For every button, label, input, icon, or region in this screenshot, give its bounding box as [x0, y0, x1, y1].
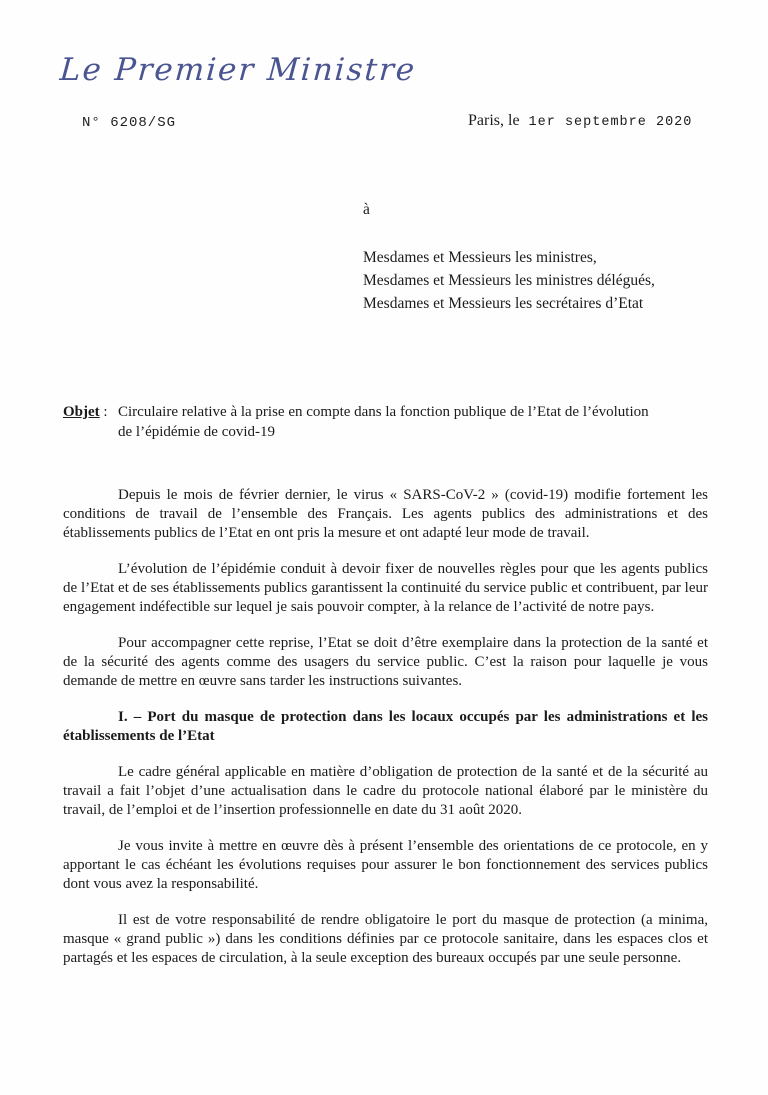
paragraph-intro-2: L’évolution de l’épidémie conduit à devoir fixer de nouvelles règles pour que les agents publics de l’Etat et de ses établissements publics garantissent la continuité du service public et contribuent, par leur engagement indéfectible sur lequel je sais pouvoir compter, à la relance de l’activité de notre pays.: [63, 561, 708, 615]
subject-text: [118, 402, 708, 442]
letterhead-script: Le Premier Ministre: [58, 52, 418, 88]
place-label: Paris, le: [468, 112, 520, 129]
subject-text-line2: de l’épidémie de covid-19: [118, 424, 276, 440]
paragraph-section1-1: Le cadre général applicable en matière d’obligation de protection de la santé et de la sécurité au travail a fait l’objet d’une actualisation dans le cadre du protocole national élaboré par le ministère du travail, de l’emploi et de l’insertion professionnelle en date du 31 août 2020.: [63, 764, 708, 818]
reference-number: N° 6208/SG: [82, 115, 177, 131]
subject-line: [63, 402, 708, 442]
recipient-block: [363, 198, 655, 315]
subject-label-cell: [63, 402, 118, 442]
recipient-line-ministres-delegues: Mesdames et Messieurs les ministres délégués,: [363, 272, 655, 289]
paragraph-section1-2: Je vous invite à mettre en œuvre dès à présent l’ensemble des orientations de ce protocole, en y apportant le cas échéant les évolutions requises pour assurer le bon fonctionnement des services publics dont vous avez la responsabilité.: [63, 838, 708, 892]
paragraph-intro-1: Depuis le mois de février dernier, le virus « SARS-CoV-2 » (covid-19) modifie fortement les conditions de travail de l’ensemble des Français. Les agents publics des administrations et des établissements publics de l’Etat en ont pris la mesure et ont adapté leur mode de travail.: [63, 487, 708, 541]
paragraph-section1-3: Il est de votre responsabilité de rendre obligatoire le port du masque de protection (a minima, masque « grand public ») dans les conditions définies par ce protocole sanitaire, dans les espaces clos et partagés et les espaces de circulation, à la seule exception des bureaux occupés par une seule personne.: [63, 912, 708, 966]
salutation: à: [363, 201, 370, 218]
letter-body: [63, 402, 708, 968]
paragraph-intro-3: Pour accompagner cette reprise, l’Etat se doit d’être exemplaire dans la protection de la santé et de la sécurité des agents comme des usagers du service public. C’est la raison pour laquelle je vous demande de mettre en œuvre sans tarder les instructions suivantes.: [63, 635, 708, 689]
recipient-line-secretaires-etat: Mesdames et Messieurs les secrétaires d’Etat: [363, 295, 644, 312]
recipient-line-ministres: Mesdames et Messieurs les ministres,: [363, 249, 597, 266]
subject-colon: :: [99, 404, 112, 420]
dateline: [468, 112, 692, 130]
subject-text-line1: Circulaire relative à la prise en compte dans la fonction publique de l’Etat de l’évolution: [118, 404, 649, 420]
subject-label: Objet: [63, 404, 100, 420]
section1-heading: I. – Port du masque de protection dans les locaux occupés par les administrations et les établissements de l’Etat: [63, 709, 708, 744]
date-value: 1er septembre 2020: [528, 115, 693, 130]
